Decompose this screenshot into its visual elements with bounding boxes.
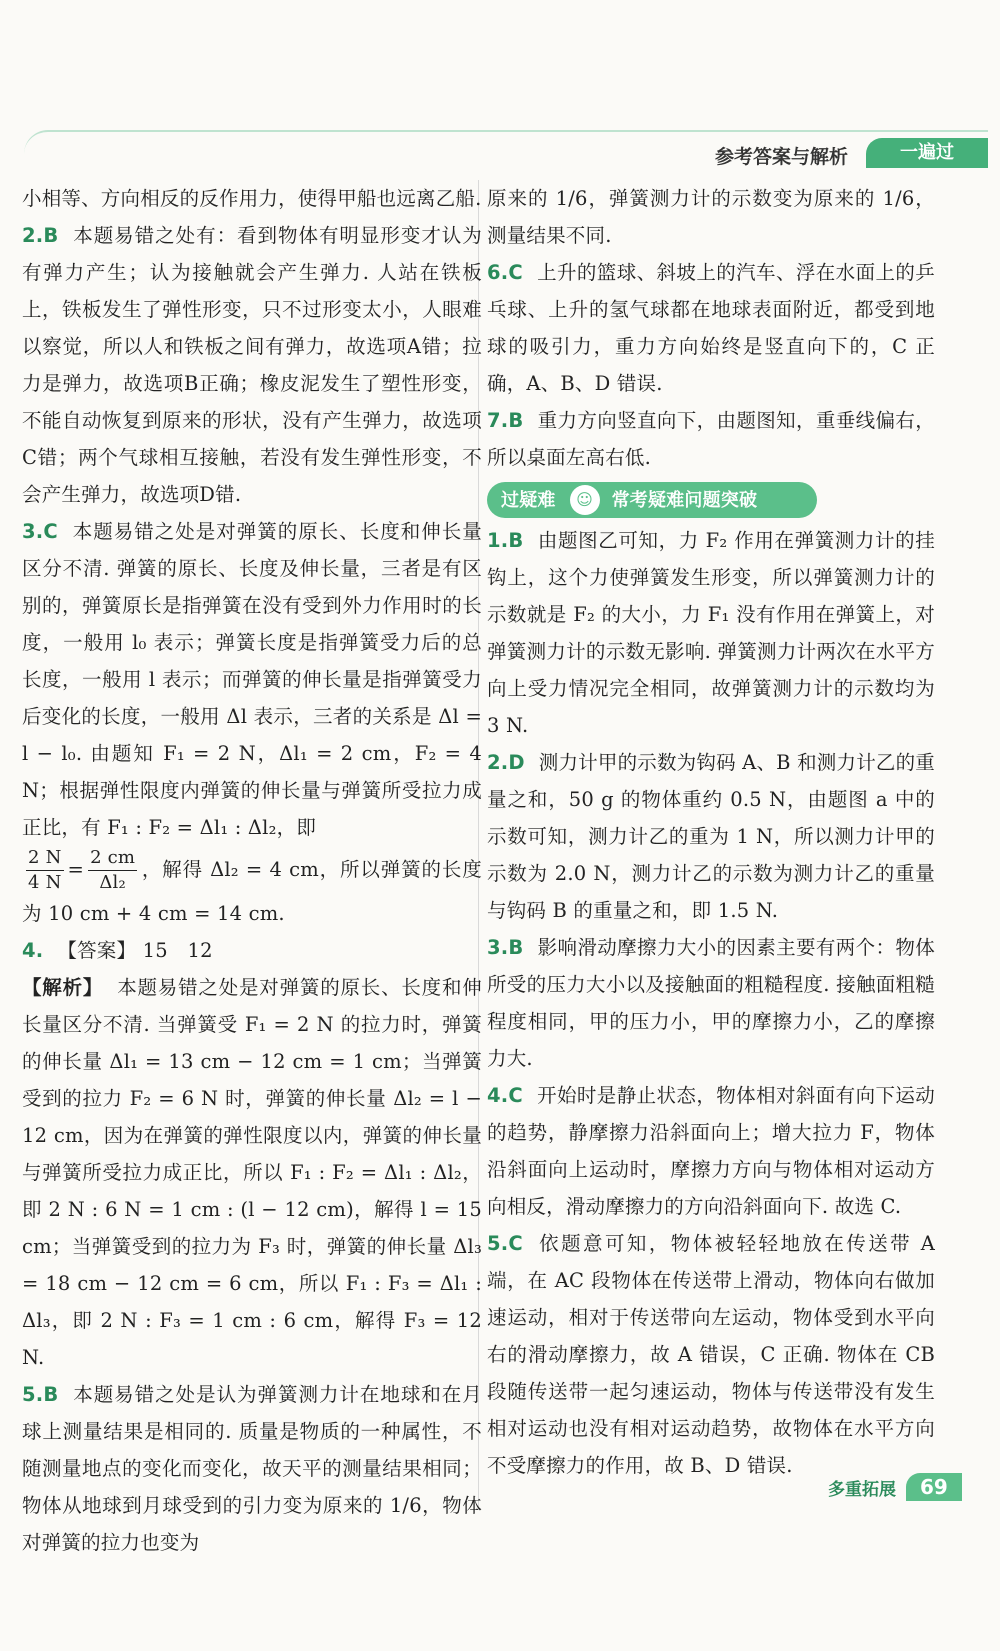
answer-number: 6.C bbox=[487, 261, 523, 284]
answer-text: 本题易错之处有：看到物体有明显形变才认为有弹力产生；认为接触就会产生弹力. 人站在铁板上，铁板发生了弹性形变，只不过形变太小，人眼难以察觉，所以人和铁板之间有弹力，故选项A错；拉力是弹力，故选项B正确；橡皮泥发生了塑性形变，不能自动恢复到原来的形状，没有产生弹力，故选项C错；两个气球相互接触，若没有发生弹性形变，不会产生弹力，故选项D错. bbox=[22, 224, 482, 506]
fraction-denominator: Δl₂ bbox=[99, 872, 126, 893]
paragraph: 小相等、方向相反的反作用力，使得甲船也远离乙船. bbox=[22, 187, 482, 210]
answer-number: 2.B bbox=[22, 224, 59, 247]
fraction-denominator: 4 N bbox=[28, 872, 62, 893]
answer-4-explanation bbox=[22, 969, 482, 1376]
answer-number: 4.C bbox=[487, 1084, 523, 1107]
answer-7 bbox=[487, 402, 935, 476]
page-footer bbox=[818, 1470, 988, 1504]
header-title: 参考答案与解析 bbox=[714, 146, 848, 168]
explanation-label: 【解析】 bbox=[22, 976, 104, 999]
answer-5 bbox=[22, 1376, 482, 1561]
footer-label: 多重拓展 bbox=[828, 1479, 896, 1500]
left-column bbox=[22, 180, 482, 1561]
fraction bbox=[26, 846, 64, 895]
answer-number: 1.B bbox=[487, 529, 524, 552]
answer-text: 由题图乙可知，力 F₂ 作用在弹簧测力计的挂钩上，这个力使弹簧发生形变，所以弹簧测力计的示数就是 F₂ 的大小，力 F₁ 没有作用在弹簧上，对弹簧测力计的示数无影响. 弹簧测力计两次在水平方向上受力情况完全相同，故弹簧测力计的示数均为 3 N. bbox=[487, 529, 935, 737]
answer-text: 本题易错之处是认为弹簧测力计在地球和在月球上测量结果是相同的. 质量是物质的一种属性，不随测量地点的变化而变化，故天平的测量结果相同；物体从地球到月球受到的引力变为原来的 1/6，物体对弹簧的拉力也变为 bbox=[22, 1383, 482, 1554]
answer-number: 3.C bbox=[22, 520, 58, 543]
banner-label: 过疑难 bbox=[501, 489, 556, 511]
fraction-numerator: 2 N bbox=[26, 846, 64, 871]
answer-text: 重力方向竖直向下，由题图知，重垂线偏右，所以桌面左高右低. bbox=[487, 409, 935, 469]
answer-text: 依题意可知，物体被轻轻地放在传送带 A 端，在 AC 段物体在传送带上滑动，物体向右做加速运动，相对于传送带向左运动，物体受到水平向右的滑动摩擦力，故 A 错误，C 正确. 物体在 CB 段随传送带一起匀速运动，物体与传送带没有发生相对运动也没有相对运动趋势，故物体在水平方向不受摩擦力的作用，故 B、D 错误. bbox=[487, 1232, 935, 1477]
smiley-icon: ☺ bbox=[570, 485, 600, 515]
answer-4 bbox=[22, 932, 482, 969]
banner-title: 常考疑难问题突破 bbox=[611, 489, 758, 511]
answer-number: 5.B bbox=[22, 1383, 59, 1406]
section-banner bbox=[487, 482, 817, 518]
answer-number: 2.D bbox=[487, 751, 525, 774]
answer-3 bbox=[22, 513, 482, 932]
answer-text: 本题易错之处是对弹簧的原长、长度和伸长量区分不清. 弹簧的原长、长度及伸长量，三者是有区别的，弹簧原长是指弹簧在没有受到外力作用时的长度，一般用 l₀ 表示；弹簧长度是指弹簧受力后的总长度，一般用 l 表示；而弹簧的伸长量是指弹簧受力后变化的长度，一般用 Δl 表示，三者的关系是 Δl = l − l₀. 由题知 F₁ = 2 N，Δl₁ = 2 cm，F₂ = 4 N；根据弹性限度内弹簧的伸长量与弹簧所受拉力成正比，有 F₁ : F₂ = Δl₁ : Δl₂，即 bbox=[22, 520, 482, 839]
fraction bbox=[88, 846, 137, 895]
page-header bbox=[24, 130, 988, 172]
solution-4 bbox=[487, 1077, 935, 1225]
page-number: 69 bbox=[906, 1473, 962, 1501]
right-column bbox=[487, 180, 935, 1484]
answer-text: 本题易错之处是对弹簧的原长、长度和伸长量区分不清. 当弹簧受 F₁ = 2 N 的拉力时，弹簧的伸长量 Δl₁ = 13 cm − 12 cm = 1 cm；当弹簧受到的拉力 F₂ = 6 N 时，弹簧的伸长量 Δl₂ = l − 12 cm，因为在弹簧的弹性限度以内，弹簧的伸长量与弹簧所受拉力成正比，所以 F₁ : F₂ = Δl₁ : Δl₂，即 2 N : 6 N = 1 cm : (l − 12 cm)，解得 l = 15 cm；当弹簧受到的拉力为 F₃ 时，弹簧的伸长量 Δl₃ = 18 cm − 12 cm = 6 cm，所以 F₁ : F₃ = Δl₁ : Δl₃，即 2 N : F₃ = 1 cm : 6 cm，解得 F₃ = 12 N. bbox=[22, 976, 482, 1369]
fraction-numerator: 2 cm bbox=[88, 846, 137, 871]
answer-text: 测力计甲的示数为钩码 A、B 和测力计乙的重量之和，50 g 的物体重约 0.5 N，由题图 a 中的示数可知，测力计乙的重为 1 N，所以测力计甲的示数为 2.0 N，测力计乙的示数为测力计乙的重量与钩码 B 的重量之和，即 1.5 N. bbox=[487, 751, 935, 922]
brand-badge: 一遍过 bbox=[866, 138, 988, 168]
answer-text: 影响滑动摩擦力大小的因素主要有两个：物体所受的压力大小以及接触面的粗糙程度. 接触面粗糙程度相同，甲的压力小，甲的摩擦力小，乙的摩擦力大. bbox=[487, 936, 935, 1070]
answer-6 bbox=[487, 254, 935, 402]
answer-text: 开始时是静止状态，物体相对斜面有向下运动的趋势，静摩擦力沿斜面向上；增大拉力 F，物体沿斜面向上运动时，摩擦力方向与物体相对运动方向相反，滑动摩擦力的方向沿斜面向下. 故选 C. bbox=[487, 1084, 935, 1218]
answer-2 bbox=[22, 217, 482, 513]
solution-3 bbox=[487, 929, 935, 1077]
answer-number: 4. bbox=[22, 939, 44, 962]
solution-1 bbox=[487, 522, 935, 744]
solution-2 bbox=[487, 744, 935, 929]
paragraph: 原来的 1/6，弹簧测力计的示数变为原来的 1/6，测量结果不同. bbox=[487, 187, 935, 247]
answer-key: 【答案】 15 12 bbox=[57, 939, 213, 962]
answer-text: 上升的篮球、斜坡上的汽车、浮在水面上的乒乓球、上升的氢气球都在地球表面附近，都受到地球的吸引力，重力方向始终是竖直向下的，C 正确，A、B、D 错误. bbox=[487, 261, 935, 395]
answer-text: ，解得 Δl₂ = 4 cm，所以弹簧的长度为 10 cm + 4 cm = 14 cm. bbox=[22, 858, 482, 925]
equals-sign: = bbox=[67, 858, 85, 881]
solution-5 bbox=[487, 1225, 935, 1484]
answer-number: 7.B bbox=[487, 409, 524, 432]
answer-number: 5.C bbox=[487, 1232, 523, 1255]
answer-number: 3.B bbox=[487, 936, 524, 959]
